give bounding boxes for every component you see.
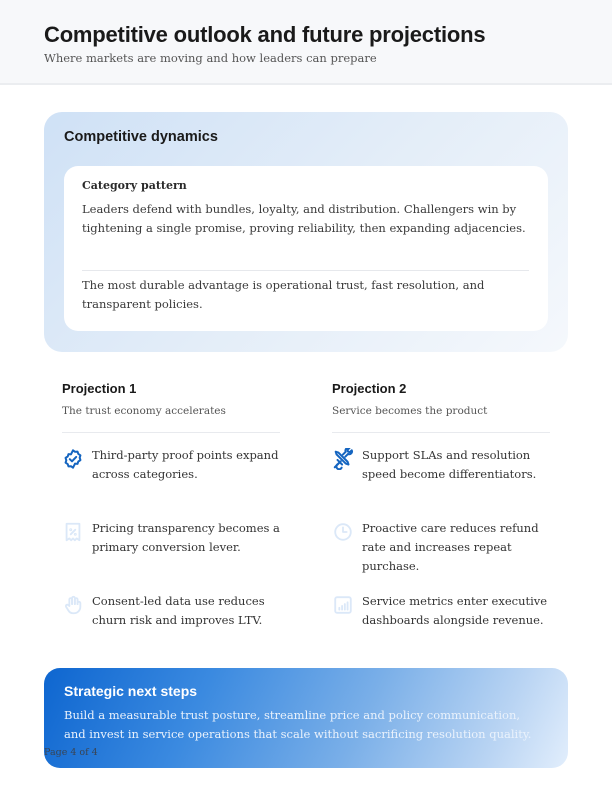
divider [332, 432, 550, 433]
page-title: Competitive outlook and future projections [44, 22, 486, 47]
tools-icon [332, 448, 354, 470]
hand-stop-icon [62, 594, 84, 616]
durable-advantage-text: The most durable advantage is operational trust, fast resolution, and transparent policies. [82, 278, 485, 311]
projection-item-text: Pricing transparency becomes a primary conversion lever. [92, 521, 280, 554]
projection-item-text: Service metrics enter executive dashboards alongside revenue. [362, 594, 548, 627]
next-steps-text: Build a measurable trust posture, streamline price and policy communication, and invest in service operations that scale without sacrificing resolution quality. [64, 708, 532, 741]
page-header [0, 0, 612, 85]
projection-item-text: Third-party proof points expand across categories. [92, 448, 279, 481]
clock-icon [332, 521, 354, 543]
divider [62, 432, 280, 433]
projection-item-text: Proactive care reduces refund rate and increases repeat purchase. [362, 521, 539, 573]
divider [82, 270, 529, 271]
projection-title: Projection 2 [332, 381, 407, 396]
bar-chart-icon [332, 594, 354, 616]
strategic-next-steps-card [44, 668, 568, 768]
receipt-percent-icon [62, 521, 84, 543]
projection-item-text: Support SLAs and resolution speed become differentiators. [362, 448, 537, 481]
next-steps-title: Strategic next steps [64, 683, 198, 699]
page-subtitle: Where markets are moving and how leaders can prepare [44, 51, 377, 65]
projection-subtitle: The trust economy accelerates [62, 405, 226, 417]
competitive-dynamics-card [44, 112, 568, 352]
competitive-dynamics-title: Competitive dynamics [64, 129, 218, 145]
category-pattern-text: Leaders defend with bundles, loyalty, and distribution. Challengers win by tightening a single promise, proving reliability, then expanding adjacencies. [82, 202, 526, 235]
projection-title: Projection 1 [62, 381, 137, 396]
category-pattern-label: Category pattern [82, 179, 187, 192]
badge-check-icon [62, 448, 84, 470]
category-pattern-panel [64, 166, 548, 331]
projection-item-text: Consent-led data use reduces churn risk and improves LTV. [92, 594, 265, 627]
page-number: Page 4 of 4 [44, 747, 98, 758]
projection-subtitle: Service becomes the product [332, 405, 488, 417]
